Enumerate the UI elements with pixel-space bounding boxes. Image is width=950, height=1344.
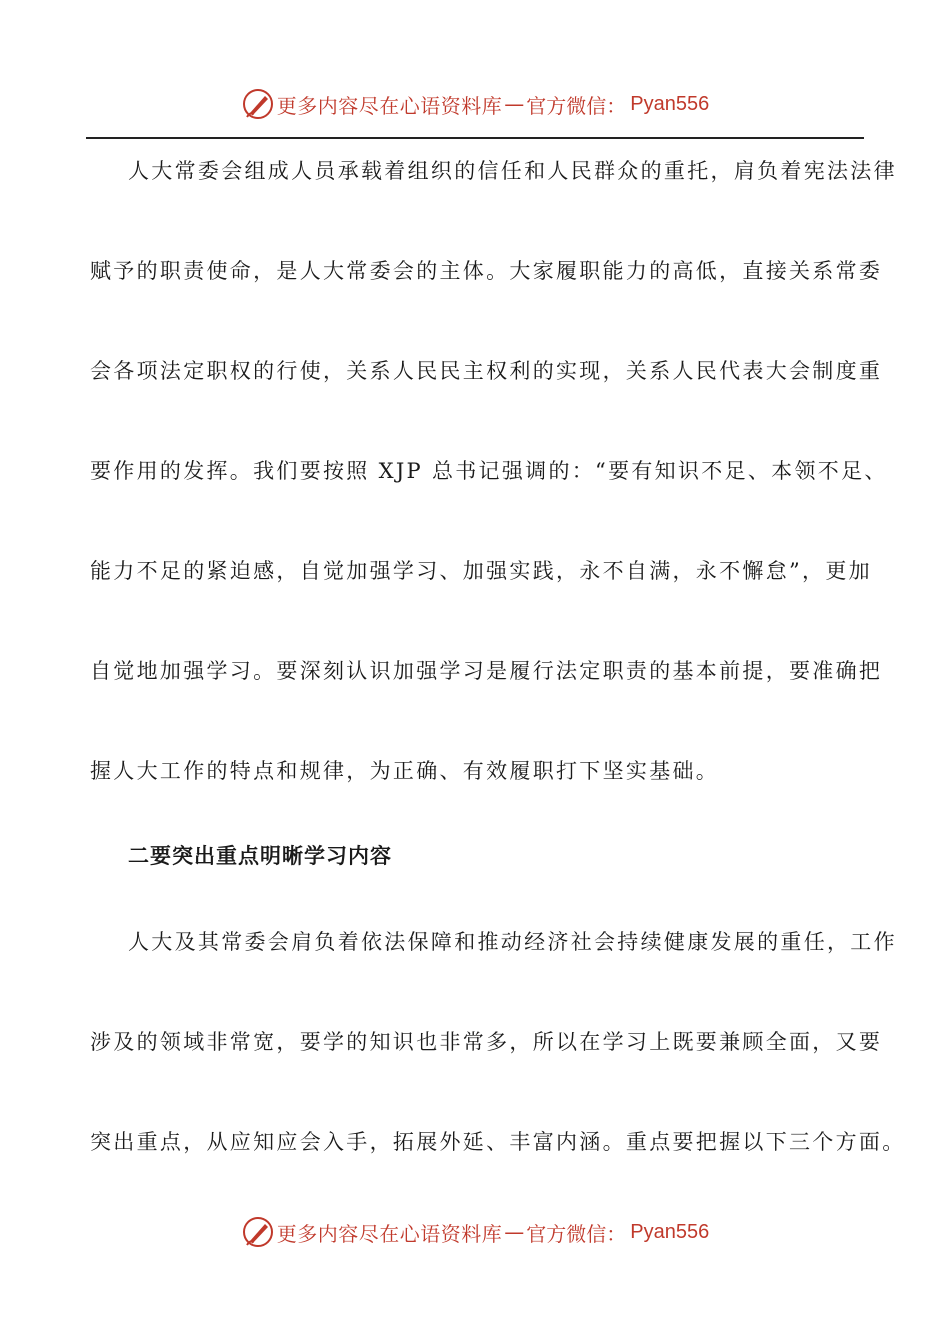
section-heading: 二要突出重点明晰学习内容 [128, 843, 392, 868]
quill-pen-icon [241, 87, 275, 121]
footer-title: 更多内容尽在心语资料库 [276, 1221, 503, 1246]
footer-separator: — [504, 1220, 525, 1244]
para2-line: 人大及其常委会肩负着依法保障和推动经济社会持续健康发展的重任，工作 [128, 930, 897, 954]
para1-line: 会各项法定职权的行使，关系人民民主权利的实现，关系人民代表大会制度重 [90, 359, 883, 383]
footer-wechat-id: Pyan556 [630, 1220, 710, 1243]
para1-line: 要作用的发挥。我们要按照 XJP 总书记强调的：“要有知识不足、本领不足、 [90, 459, 888, 483]
footer-wechat-label: 官方微信： [526, 1221, 627, 1246]
header-separator: — [504, 92, 525, 116]
quill-pen-icon [241, 1215, 275, 1249]
para1-line: 能力不足的紧迫感，自觉加强学习、加强实践，永不自满，永不懈怠”，更加 [90, 559, 872, 583]
para1-line: 人大常委会组成人员承载着组织的信任和人民群众的重托，肩负着宪法法律 [128, 159, 897, 183]
header-wechat-label: 官方微信： [526, 93, 627, 118]
header-wechat-id: Pyan556 [630, 92, 710, 115]
header-divider [86, 137, 864, 139]
para2-line: 涉及的领域非常宽，要学的知识也非常多，所以在学习上既要兼顾全面，又要 [90, 1030, 883, 1054]
footer-banner [0, 1212, 950, 1252]
para1-line: 自觉地加强学习。要深刻认识加强学习是履行法定职责的基本前提，要准确把 [90, 659, 883, 683]
header-banner [0, 84, 950, 124]
para2-line: 突出重点，从应知应会入手，拓展外延、丰富内涵。重点要把握以下三个方面。 [90, 1130, 906, 1154]
header-title: 更多内容尽在心语资料库 [276, 93, 503, 118]
para1-line: 握人大工作的特点和规律，为正确、有效履职打下坚实基础。 [90, 759, 720, 783]
para1-line: 赋予的职责使命，是人大常委会的主体。大家履职能力的高低，直接关系常委 [90, 259, 883, 283]
